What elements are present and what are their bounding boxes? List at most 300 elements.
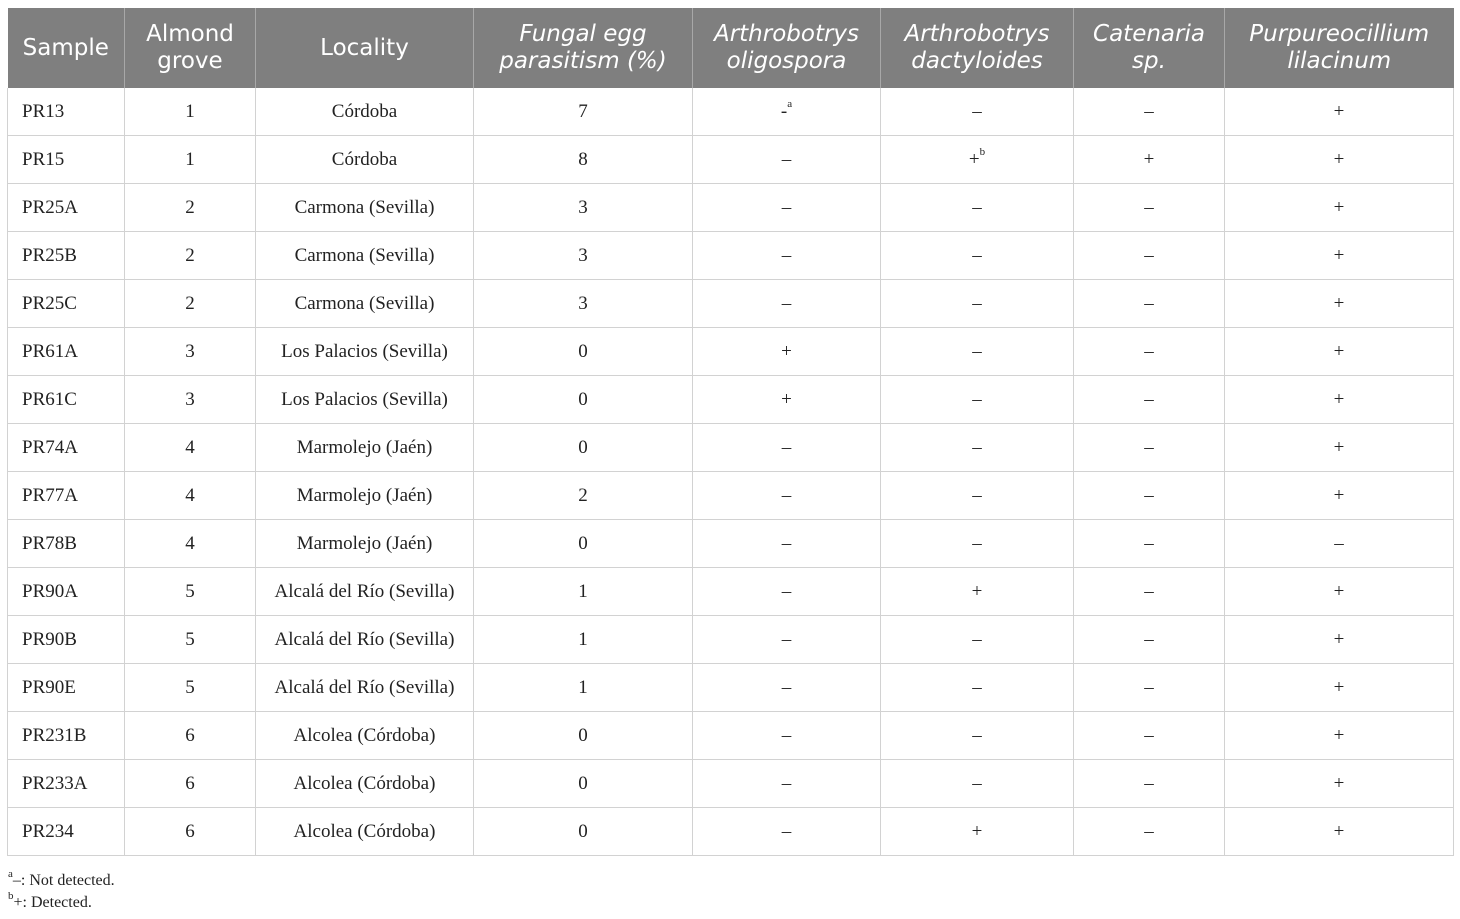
cell-arthrobotrys-dactyloides bbox=[881, 808, 1074, 856]
cell-fungal-egg-parasitism bbox=[474, 616, 693, 664]
cell-value: 1 bbox=[578, 580, 588, 602]
footnote-marker: b bbox=[979, 146, 986, 159]
cell-value: + bbox=[1143, 148, 1155, 170]
cell-arthrobotrys-oligospora bbox=[693, 616, 881, 664]
header-fungal-egg-parasitism bbox=[474, 8, 693, 88]
cell-fungal-egg-parasitism bbox=[474, 520, 693, 568]
cell-arthrobotrys-oligospora bbox=[693, 808, 881, 856]
header-line: lilacinum bbox=[1287, 48, 1392, 74]
table-row bbox=[8, 328, 1454, 376]
cell-value: Alcolea (Córdoba) bbox=[293, 724, 436, 746]
cell-catenaria-sp bbox=[1074, 280, 1225, 328]
header-locality bbox=[256, 8, 474, 88]
cell-almond-grove bbox=[125, 760, 256, 808]
header-arthrobotrys-oligospora bbox=[693, 8, 881, 88]
footnote-not-detected bbox=[8, 867, 115, 892]
table-row bbox=[8, 232, 1454, 280]
cell-catenaria-sp bbox=[1074, 376, 1225, 424]
cell-value: PR61A bbox=[22, 340, 78, 362]
cell-almond-grove bbox=[125, 88, 256, 136]
cell-value: 2 bbox=[185, 292, 195, 314]
cell-fungal-egg-parasitism bbox=[474, 424, 693, 472]
cell-almond-grove bbox=[125, 136, 256, 184]
cell-value: – bbox=[1144, 388, 1154, 410]
cell-value: - bbox=[780, 100, 788, 122]
cell-value: 6 bbox=[185, 724, 195, 746]
cell-value: – bbox=[781, 772, 792, 794]
cell-value: – bbox=[972, 196, 982, 218]
cell-arthrobotrys-dactyloides bbox=[881, 664, 1074, 712]
cell-catenaria-sp bbox=[1074, 88, 1225, 136]
cell-value: – bbox=[1144, 100, 1154, 122]
cell-arthrobotrys-oligospora bbox=[693, 232, 881, 280]
footnote-detected bbox=[8, 889, 115, 914]
cell-value: – bbox=[1144, 244, 1154, 266]
cell-value: – bbox=[1334, 532, 1344, 554]
cell-value: – bbox=[1144, 196, 1154, 218]
header-line: Fungal egg bbox=[519, 21, 647, 47]
cell-value: 1 bbox=[185, 100, 195, 122]
cell-locality bbox=[256, 472, 474, 520]
cell-purpureocillium-lilacinum bbox=[1225, 760, 1454, 808]
cell-value: 5 bbox=[185, 628, 195, 650]
cell-value: – bbox=[781, 436, 792, 458]
cell-value: – bbox=[972, 772, 982, 794]
cell-catenaria-sp bbox=[1074, 472, 1225, 520]
cell-value: 6 bbox=[185, 820, 195, 842]
cell-locality bbox=[256, 136, 474, 184]
table-row bbox=[8, 616, 1454, 664]
cell-value: + bbox=[971, 820, 983, 842]
table-row bbox=[8, 712, 1454, 760]
cell-value: PR231B bbox=[22, 724, 87, 746]
cell-value: Alcalá del Río (Sevilla) bbox=[274, 676, 455, 698]
cell-value: 3 bbox=[578, 196, 588, 218]
cell-arthrobotrys-oligospora bbox=[693, 472, 881, 520]
cell-locality bbox=[256, 424, 474, 472]
table-row bbox=[8, 520, 1454, 568]
cell-arthrobotrys-oligospora bbox=[693, 184, 881, 232]
cell-value: 5 bbox=[185, 676, 195, 698]
table-row bbox=[8, 376, 1454, 424]
cell-fungal-egg-parasitism bbox=[474, 232, 693, 280]
cell-catenaria-sp bbox=[1074, 712, 1225, 760]
cell-arthrobotrys-dactyloides bbox=[881, 88, 1074, 136]
cell-almond-grove bbox=[125, 424, 256, 472]
cell-value: – bbox=[972, 532, 982, 554]
cell-purpureocillium-lilacinum bbox=[1225, 328, 1454, 376]
cell-locality bbox=[256, 712, 474, 760]
cell-value: PR234 bbox=[22, 820, 74, 842]
cell-arthrobotrys-oligospora bbox=[693, 328, 881, 376]
cell-value: – bbox=[781, 532, 792, 554]
cell-arthrobotrys-oligospora bbox=[693, 712, 881, 760]
cell-fungal-egg-parasitism bbox=[474, 328, 693, 376]
cell-sample bbox=[8, 376, 125, 424]
cell-sample bbox=[8, 472, 125, 520]
table-row bbox=[8, 136, 1454, 184]
cell-value: 4 bbox=[185, 532, 195, 554]
cell-almond-grove bbox=[125, 472, 256, 520]
cell-arthrobotrys-oligospora bbox=[693, 760, 881, 808]
cell-almond-grove bbox=[125, 568, 256, 616]
cell-value: 3 bbox=[578, 292, 588, 314]
cell-value: 1 bbox=[578, 676, 588, 698]
cell-value: – bbox=[972, 100, 982, 122]
header-catenaria-sp bbox=[1074, 8, 1225, 88]
cell-value: PR233A bbox=[22, 772, 88, 794]
cell-value: – bbox=[781, 244, 792, 266]
cell-fungal-egg-parasitism bbox=[474, 88, 693, 136]
cell-value: – bbox=[1144, 772, 1154, 794]
cell-arthrobotrys-dactyloides bbox=[881, 616, 1074, 664]
cell-value: PR25A bbox=[22, 196, 78, 218]
cell-catenaria-sp bbox=[1074, 616, 1225, 664]
header-line: Sample bbox=[22, 34, 109, 61]
cell-value: + bbox=[781, 340, 792, 362]
cell-almond-grove bbox=[125, 184, 256, 232]
footnote-marker: a bbox=[8, 867, 13, 880]
cell-value: + bbox=[1333, 820, 1345, 842]
cell-fungal-egg-parasitism bbox=[474, 184, 693, 232]
cell-fungal-egg-parasitism bbox=[474, 280, 693, 328]
cell-sample bbox=[8, 424, 125, 472]
cell-value: 3 bbox=[578, 244, 588, 266]
cell-catenaria-sp bbox=[1074, 232, 1225, 280]
cell-value: – bbox=[972, 436, 982, 458]
cell-locality bbox=[256, 568, 474, 616]
cell-value: PR74A bbox=[22, 436, 78, 458]
cell-almond-grove bbox=[125, 808, 256, 856]
cell-arthrobotrys-oligospora bbox=[693, 376, 881, 424]
header-line: Almond bbox=[146, 21, 234, 47]
cell-fungal-egg-parasitism bbox=[474, 664, 693, 712]
header-purpureocillium-lilacinum bbox=[1225, 8, 1454, 88]
cell-catenaria-sp bbox=[1074, 760, 1225, 808]
cell-locality bbox=[256, 376, 474, 424]
cell-sample bbox=[8, 280, 125, 328]
cell-purpureocillium-lilacinum bbox=[1225, 472, 1454, 520]
header-row bbox=[8, 8, 1454, 88]
cell-value: Alcolea (Córdoba) bbox=[293, 820, 436, 842]
cell-value: PR61C bbox=[22, 388, 77, 410]
cell-catenaria-sp bbox=[1074, 136, 1225, 184]
cell-value: – bbox=[781, 820, 792, 842]
header-sample bbox=[8, 8, 125, 88]
cell-arthrobotrys-oligospora bbox=[693, 136, 881, 184]
cell-purpureocillium-lilacinum bbox=[1225, 280, 1454, 328]
cell-value: Los Palacios (Sevilla) bbox=[281, 388, 448, 410]
cell-value: + bbox=[1333, 628, 1345, 650]
cell-value: + bbox=[1333, 292, 1345, 314]
header-line: sp. bbox=[1132, 48, 1166, 74]
table-row bbox=[8, 760, 1454, 808]
cell-fungal-egg-parasitism bbox=[474, 472, 693, 520]
cell-value: Córdoba bbox=[331, 100, 398, 122]
cell-value: 2 bbox=[578, 484, 588, 506]
cell-fungal-egg-parasitism bbox=[474, 808, 693, 856]
header-line: dactyloides bbox=[911, 48, 1043, 74]
cell-value: + bbox=[1333, 436, 1345, 458]
cell-value: – bbox=[1144, 532, 1154, 554]
cell-purpureocillium-lilacinum bbox=[1225, 712, 1454, 760]
header-line: oligospora bbox=[726, 48, 847, 74]
cell-arthrobotrys-oligospora bbox=[693, 424, 881, 472]
cell-locality bbox=[256, 664, 474, 712]
cell-locality bbox=[256, 88, 474, 136]
cell-arthrobotrys-oligospora bbox=[693, 88, 881, 136]
cell-sample bbox=[8, 712, 125, 760]
cell-value: – bbox=[972, 292, 982, 314]
cell-value: – bbox=[1144, 820, 1154, 842]
cell-purpureocillium-lilacinum bbox=[1225, 232, 1454, 280]
cell-value: – bbox=[1144, 436, 1154, 458]
table-row bbox=[8, 184, 1454, 232]
cell-almond-grove bbox=[125, 280, 256, 328]
cell-value: Alcalá del Río (Sevilla) bbox=[274, 628, 455, 650]
cell-value: 0 bbox=[578, 532, 588, 554]
cell-value: Los Palacios (Sevilla) bbox=[281, 340, 448, 362]
cell-purpureocillium-lilacinum bbox=[1225, 664, 1454, 712]
cell-purpureocillium-lilacinum bbox=[1225, 136, 1454, 184]
cell-purpureocillium-lilacinum bbox=[1225, 568, 1454, 616]
cell-sample bbox=[8, 520, 125, 568]
cell-value: 4 bbox=[185, 436, 195, 458]
cell-value: 1 bbox=[578, 628, 588, 650]
cell-fungal-egg-parasitism bbox=[474, 376, 693, 424]
cell-value: – bbox=[972, 628, 982, 650]
table-row bbox=[8, 88, 1454, 136]
cell-sample bbox=[8, 184, 125, 232]
cell-sample bbox=[8, 568, 125, 616]
cell-value: – bbox=[1144, 724, 1154, 746]
cell-sample bbox=[8, 88, 125, 136]
cell-catenaria-sp bbox=[1074, 664, 1225, 712]
cell-catenaria-sp bbox=[1074, 520, 1225, 568]
cell-value: Carmona (Sevilla) bbox=[294, 196, 435, 218]
cell-value: – bbox=[972, 340, 982, 362]
cell-sample bbox=[8, 664, 125, 712]
table-row bbox=[8, 472, 1454, 520]
table-row bbox=[8, 424, 1454, 472]
cell-sample bbox=[8, 616, 125, 664]
cell-arthrobotrys-dactyloides bbox=[881, 232, 1074, 280]
cell-value: PR90B bbox=[22, 628, 77, 650]
cell-value: 7 bbox=[578, 100, 588, 122]
cell-value: Córdoba bbox=[331, 148, 398, 170]
cell-arthrobotrys-dactyloides bbox=[881, 568, 1074, 616]
table-row bbox=[8, 808, 1454, 856]
cell-value: + bbox=[1333, 340, 1345, 362]
header-almond-grove bbox=[125, 8, 256, 88]
header-line: Arthrobotrys bbox=[713, 21, 860, 47]
cell-value: + bbox=[1333, 244, 1345, 266]
cell-value: + bbox=[1333, 484, 1345, 506]
cell-purpureocillium-lilacinum bbox=[1225, 424, 1454, 472]
cell-sample bbox=[8, 760, 125, 808]
cell-value: – bbox=[1144, 580, 1154, 602]
cell-value: – bbox=[972, 676, 982, 698]
cell-arthrobotrys-dactyloides bbox=[881, 712, 1074, 760]
cell-locality bbox=[256, 520, 474, 568]
cell-purpureocillium-lilacinum bbox=[1225, 88, 1454, 136]
footnote-text: +: Detected. bbox=[13, 894, 92, 911]
cell-value: – bbox=[781, 196, 792, 218]
header-line: Catenaria bbox=[1093, 21, 1205, 47]
cell-locality bbox=[256, 184, 474, 232]
cell-sample bbox=[8, 136, 125, 184]
cell-fungal-egg-parasitism bbox=[474, 760, 693, 808]
cell-value: 3 bbox=[185, 388, 195, 410]
cell-value: 0 bbox=[578, 436, 588, 458]
cell-arthrobotrys-oligospora bbox=[693, 520, 881, 568]
cell-value: – bbox=[781, 676, 792, 698]
cell-value: – bbox=[972, 388, 982, 410]
cell-value: Alcalá del Río (Sevilla) bbox=[274, 580, 455, 602]
cell-value: 2 bbox=[185, 244, 195, 266]
cell-value: – bbox=[1144, 676, 1154, 698]
cell-almond-grove bbox=[125, 376, 256, 424]
cell-value: + bbox=[1333, 772, 1345, 794]
cell-catenaria-sp bbox=[1074, 568, 1225, 616]
cell-value: 0 bbox=[578, 724, 588, 746]
footnote-marker: b bbox=[8, 889, 14, 902]
cell-value: 1 bbox=[185, 148, 195, 170]
cell-locality bbox=[256, 232, 474, 280]
cell-value: 0 bbox=[578, 388, 588, 410]
cell-value: 0 bbox=[578, 340, 588, 362]
cell-value: 0 bbox=[578, 820, 588, 842]
cell-value: – bbox=[781, 292, 792, 314]
table-row bbox=[8, 280, 1454, 328]
header-line: grove bbox=[157, 48, 223, 74]
cell-catenaria-sp bbox=[1074, 424, 1225, 472]
cell-purpureocillium-lilacinum bbox=[1225, 520, 1454, 568]
cell-locality bbox=[256, 616, 474, 664]
cell-value: – bbox=[972, 724, 982, 746]
cell-purpureocillium-lilacinum bbox=[1225, 616, 1454, 664]
cell-value: 6 bbox=[185, 772, 195, 794]
cell-arthrobotrys-oligospora bbox=[693, 280, 881, 328]
cell-purpureocillium-lilacinum bbox=[1225, 376, 1454, 424]
cell-sample bbox=[8, 232, 125, 280]
cell-value: + bbox=[1333, 148, 1345, 170]
cell-fungal-egg-parasitism bbox=[474, 568, 693, 616]
cell-catenaria-sp bbox=[1074, 184, 1225, 232]
table-row bbox=[8, 664, 1454, 712]
cell-value: – bbox=[1144, 340, 1154, 362]
cell-fungal-egg-parasitism bbox=[474, 712, 693, 760]
cell-value: Marmolejo (Jaén) bbox=[296, 436, 433, 458]
cell-value: – bbox=[1144, 484, 1154, 506]
cell-locality bbox=[256, 328, 474, 376]
cell-value: + bbox=[1333, 388, 1345, 410]
cell-value: PR15 bbox=[22, 148, 65, 170]
cell-almond-grove bbox=[125, 616, 256, 664]
cell-value: PR90A bbox=[22, 580, 78, 602]
cell-value: + bbox=[1333, 100, 1345, 122]
cell-value: PR25C bbox=[22, 292, 77, 314]
cell-arthrobotrys-dactyloides bbox=[881, 472, 1074, 520]
cell-locality bbox=[256, 280, 474, 328]
cell-almond-grove bbox=[125, 664, 256, 712]
cell-purpureocillium-lilacinum bbox=[1225, 808, 1454, 856]
cell-value: – bbox=[781, 484, 792, 506]
cell-value: + bbox=[1333, 580, 1345, 602]
cell-value: 8 bbox=[578, 148, 588, 170]
cell-arthrobotrys-dactyloides bbox=[881, 136, 1074, 184]
cell-value: PR77A bbox=[22, 484, 78, 506]
header-arthrobotrys-dactyloides bbox=[881, 8, 1074, 88]
cell-arthrobotrys-oligospora bbox=[693, 568, 881, 616]
cell-purpureocillium-lilacinum bbox=[1225, 184, 1454, 232]
cell-value: 4 bbox=[185, 484, 195, 506]
cell-sample bbox=[8, 808, 125, 856]
cell-value: Carmona (Sevilla) bbox=[294, 244, 435, 266]
cell-value: Carmona (Sevilla) bbox=[294, 292, 435, 314]
cell-value: 5 bbox=[185, 580, 195, 602]
data-table bbox=[7, 8, 1454, 856]
table-body bbox=[8, 88, 1454, 856]
cell-value: + bbox=[1333, 676, 1345, 698]
cell-arthrobotrys-dactyloides bbox=[881, 520, 1074, 568]
footnotes bbox=[8, 867, 115, 914]
cell-value: – bbox=[972, 484, 982, 506]
cell-value: 2 bbox=[185, 196, 195, 218]
table-row bbox=[8, 568, 1454, 616]
cell-value: PR90E bbox=[22, 676, 76, 698]
cell-sample bbox=[8, 328, 125, 376]
cell-value: PR25B bbox=[22, 244, 77, 266]
cell-locality bbox=[256, 808, 474, 856]
cell-value: – bbox=[781, 628, 792, 650]
header-line: Arthrobotrys bbox=[904, 21, 1050, 47]
cell-arthrobotrys-dactyloides bbox=[881, 328, 1074, 376]
cell-almond-grove bbox=[125, 328, 256, 376]
cell-locality bbox=[256, 760, 474, 808]
cell-value: + bbox=[968, 148, 980, 170]
cell-value: + bbox=[1333, 724, 1345, 746]
cell-value: Alcolea (Córdoba) bbox=[293, 772, 436, 794]
cell-value: 3 bbox=[185, 340, 195, 362]
header-line: Locality bbox=[320, 34, 409, 61]
cell-arthrobotrys-dactyloides bbox=[881, 376, 1074, 424]
cell-value: – bbox=[972, 244, 982, 266]
cell-arthrobotrys-dactyloides bbox=[881, 184, 1074, 232]
header-line: Purpureocillium bbox=[1249, 21, 1430, 47]
cell-value: + bbox=[971, 580, 983, 602]
cell-value: PR78B bbox=[22, 532, 77, 554]
cell-value: Marmolejo (Jaén) bbox=[296, 484, 433, 506]
cell-value: – bbox=[781, 724, 792, 746]
cell-value: PR13 bbox=[22, 100, 65, 122]
cell-arthrobotrys-oligospora bbox=[693, 664, 881, 712]
cell-value: – bbox=[1144, 292, 1154, 314]
cell-catenaria-sp bbox=[1074, 328, 1225, 376]
footnote-marker: a bbox=[787, 98, 793, 111]
header-line: parasitism (%) bbox=[499, 48, 667, 74]
cell-value: – bbox=[781, 580, 792, 602]
cell-value: – bbox=[781, 148, 792, 170]
cell-arthrobotrys-dactyloides bbox=[881, 280, 1074, 328]
cell-arthrobotrys-dactyloides bbox=[881, 760, 1074, 808]
footnote-text: –: Not detected. bbox=[12, 872, 115, 889]
cell-value: – bbox=[1144, 628, 1154, 650]
cell-almond-grove bbox=[125, 712, 256, 760]
cell-almond-grove bbox=[125, 232, 256, 280]
cell-value: + bbox=[781, 388, 792, 410]
cell-value: + bbox=[1333, 196, 1345, 218]
